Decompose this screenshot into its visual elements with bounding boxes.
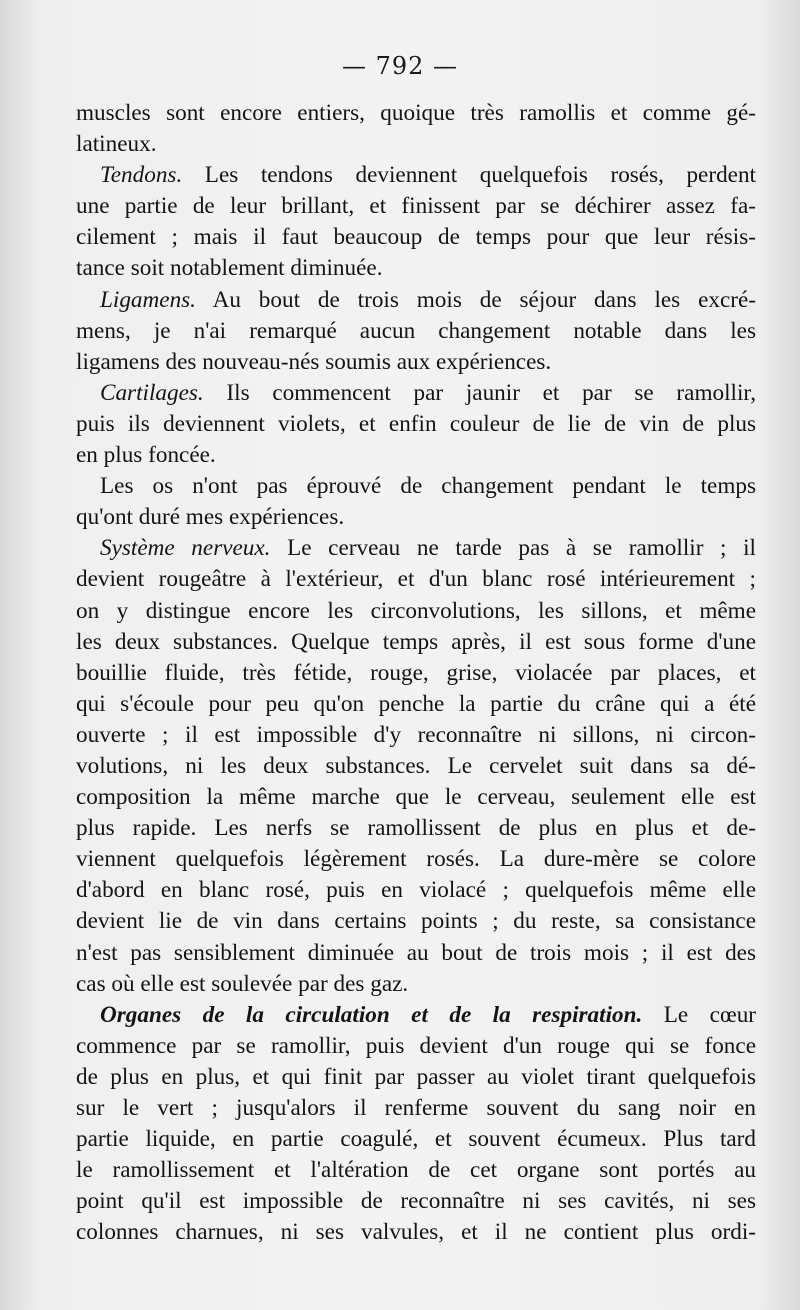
text-line: viennent quelquefois légèrement rosés. La dure-mère se colore [76, 846, 756, 873]
section-heading-organes-circulation: Organes de la circulation et de la respiration. [100, 1001, 643, 1028]
text-line: ouverte ; il est impossible d'y reconnaître ni sillons, ni circon- [76, 721, 756, 748]
text-line: commence par se ramollir, puis devient d'un rouge qui se fonce [76, 1032, 756, 1059]
paragraph-systeme-nerveux [76, 533, 756, 999]
text-segment: Au bout de trois mois de séjour dans les excré- [195, 286, 756, 313]
paragraph-ligamens [76, 285, 756, 378]
text-line [76, 160, 756, 191]
paragraph-cartilages [76, 378, 756, 471]
text-line: de plus en plus, et qui finit par passer au violet tirant quelquefois [76, 1063, 756, 1090]
text-line: plus rapide. Les nerfs se ramollissent de plus en plus et de- [76, 815, 756, 842]
text-line: une partie de leur brillant, et finissent par se déchirer assez fa- [76, 193, 756, 220]
text-segment: Les tendons deviennent quelquefois rosés, perdent [182, 162, 756, 189]
text-line: d'abord en blanc rosé, puis en violacé ; quelquefois même elle [76, 877, 756, 904]
text-line: latineux. [76, 131, 157, 158]
text-line: devient rougeâtre à l'extérieur, et d'un blanc rosé intérieurement ; [76, 566, 756, 593]
text-segment: Ils commencent par jaunir et par se ramollir, [203, 379, 756, 406]
text-line: sur le vert ; jusqu'alors il renferme souvent du sang noir en [76, 1095, 756, 1121]
text-line [76, 378, 756, 409]
text-line: cas où elle est soulevée par des gaz. [76, 970, 409, 997]
text-line: tance soit notablement diminuée. [76, 255, 383, 282]
text-line [76, 1000, 756, 1031]
text-line: ligamens des nouveau-nés soumis aux expériences. [76, 348, 552, 375]
text-line: colonnes charnues, ni ses valvules, et il ne contient plus ordi- [76, 1219, 756, 1246]
page-number: — 792 — [341, 52, 459, 80]
text-line: Les os n'ont pas éprouvé de changement pendant le temps [100, 473, 756, 500]
text-line [76, 285, 756, 316]
paragraph-muscles [76, 98, 756, 160]
text-line: puis ils deviennent violets, et enfin couleur de lie de vin de plus [76, 410, 756, 437]
text-line: les deux substances. Quelque temps après, il est sous forme d'une [76, 628, 756, 655]
text-line: on y distingue encore les circonvolutions, les sillons, et même [76, 597, 756, 624]
text-line: qui s'écoule pour peu qu'on penche la partie du crâne qui a été [76, 690, 756, 717]
text-line: le ramollissement et l'altération de cet organe sont portés au [76, 1157, 756, 1184]
text-line: en plus foncée. [76, 442, 216, 469]
section-heading-systeme-nerveux: Système nerveux. [100, 535, 271, 562]
text-line: partie liquide, en partie coagulé, et souvent écumeux. Plus tard [76, 1126, 756, 1153]
paragraph-os [76, 471, 756, 533]
section-heading-tendons: Tendons. [100, 162, 183, 189]
text-segment: Le cerveau ne tarde pas à se ramollir ; il [270, 535, 756, 562]
text-line: bouillie fluide, très fétide, rouge, grise, violacée par places, et [76, 659, 756, 686]
text-segment: Le cœur [642, 1001, 757, 1028]
text-line: mens, je n'ai remarqué aucun changement notable dans les [76, 317, 756, 344]
text-line [76, 533, 756, 564]
text-line: volutions, ni les deux substances. Le cervelet suit dans sa dé- [76, 752, 756, 779]
body-text [76, 98, 756, 1248]
text-line: devient lie de vin dans certains points ; du reste, sa consistance [76, 908, 756, 935]
text-line: composition la même marche que le cerveau, seulement elle est [76, 784, 756, 811]
text-line: muscles sont encore entiers, quoique très ramollis et comme gé- [76, 100, 756, 126]
text-line: n'est pas sensiblement diminuée au bout de trois mois ; il est des [76, 939, 756, 966]
text-line: cilement ; mais il faut beaucoup de temps pour que leur résis- [76, 224, 756, 251]
text-line: point qu'il est impossible de reconnaître ni ses cavités, ni ses [76, 1188, 756, 1215]
paragraph-tendons [76, 160, 756, 284]
section-heading-ligamens: Ligamens. [100, 286, 196, 313]
text-line: qu'ont duré mes expériences. [76, 504, 345, 531]
section-heading-cartilages: Cartilages. [100, 379, 204, 406]
paragraph-organes-circulation [76, 1000, 756, 1249]
